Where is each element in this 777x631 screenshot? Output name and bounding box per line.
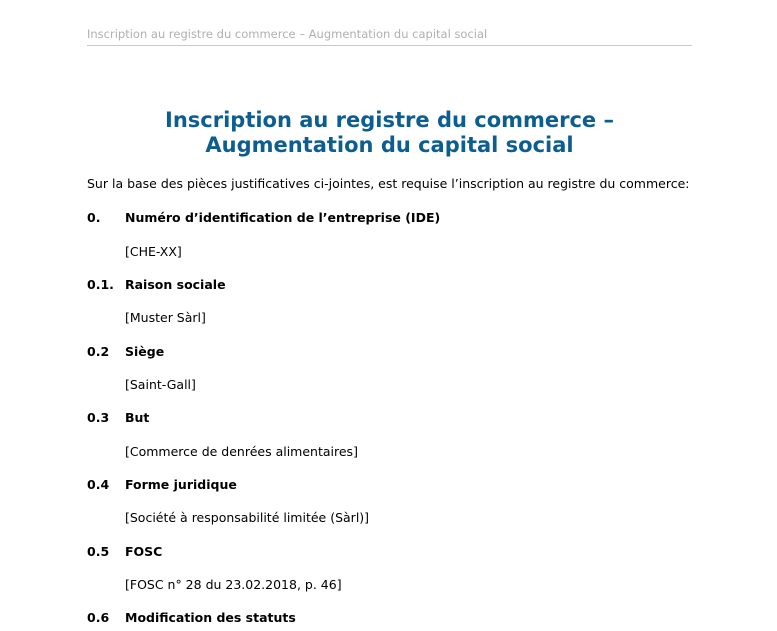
section-value-siege: [Saint-Gall]	[125, 377, 196, 392]
title-line-2: Augmentation du capital social	[205, 133, 574, 157]
section-heading-siege: Siège	[125, 344, 165, 359]
section-number: 0.	[87, 210, 101, 225]
section-heading-fosc: FOSC	[125, 544, 163, 559]
section-number: 0.3	[87, 410, 110, 425]
section-number: 0.4	[87, 477, 110, 492]
section-heading-but: But	[125, 410, 150, 425]
header-divider	[87, 45, 692, 46]
section-heading-modification-statuts: Modification des statuts	[125, 610, 296, 625]
section-heading-ide: Numéro d’identification de l’entreprise (IDE)	[125, 210, 441, 225]
section-value-ide: [CHE-XX]	[125, 244, 182, 259]
section-heading-raison-sociale: Raison sociale	[125, 277, 226, 292]
section-heading-forme-juridique: Forme juridique	[125, 477, 237, 492]
document-title	[87, 108, 692, 158]
section-value-forme-juridique: [Société à responsabilité limitée (Sàrl)]	[125, 510, 370, 525]
section-number: 0.6	[87, 610, 110, 625]
section-value-raison-sociale: [Muster Sàrl]	[125, 310, 206, 325]
section-value-fosc: [FOSC n° 28 du 23.02.2018, p. 46]	[125, 577, 342, 592]
section-value-but: [Commerce de denrées alimentaires]	[125, 444, 358, 459]
section-number: 0.1.	[87, 277, 114, 292]
section-number: 0.5	[87, 544, 110, 559]
section-number: 0.2	[87, 344, 110, 359]
title-line-1: Inscription au registre du commerce –	[165, 108, 614, 132]
running-header: Inscription au registre du commerce – Augmentation du capital social	[87, 27, 488, 41]
intro-paragraph: Sur la base des pièces justificatives ci-jointes, est requise l’inscription au registre du commerce:	[87, 176, 690, 191]
